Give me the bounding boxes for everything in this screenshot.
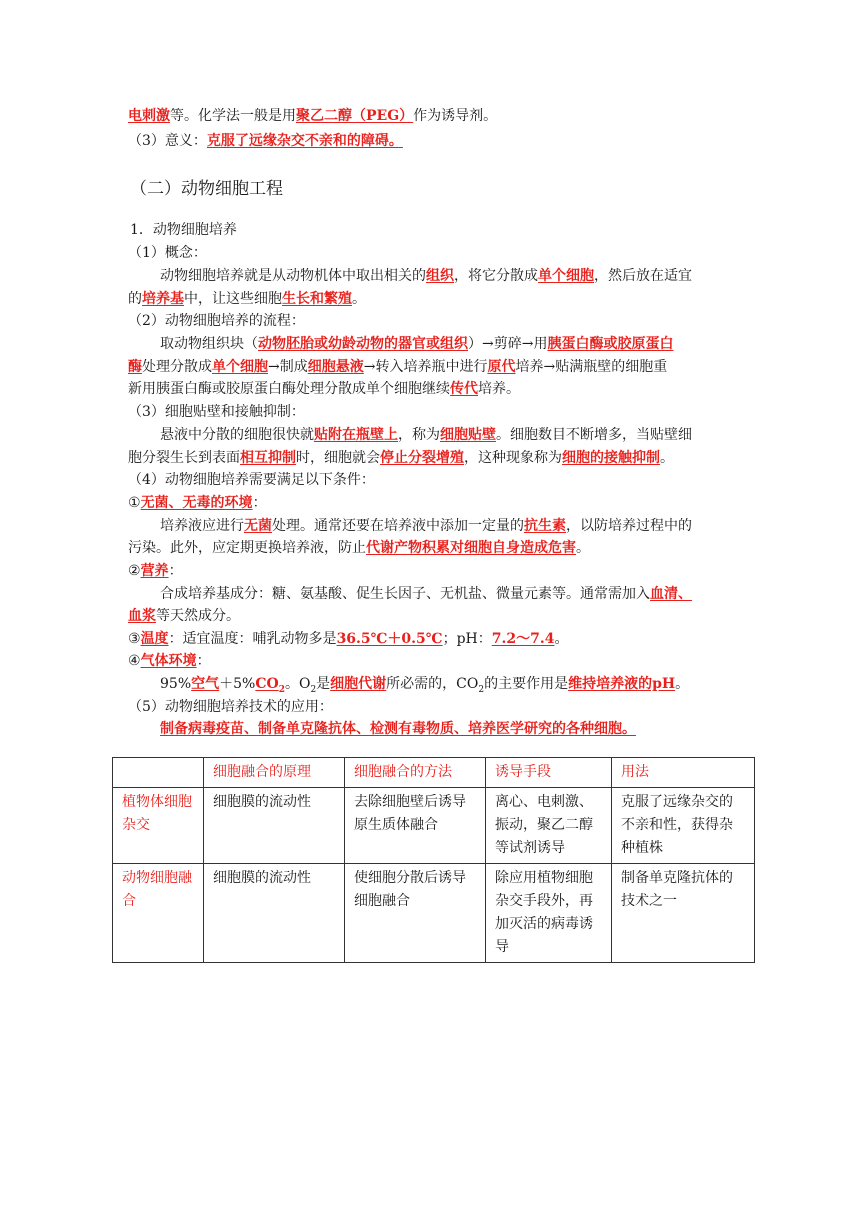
item-label: （2）动物细胞培养的流程： bbox=[128, 313, 305, 329]
table-header-cell bbox=[113, 758, 204, 788]
text-line: 血浆等天然成分。 bbox=[128, 608, 240, 624]
table-cell: 去除细胞壁后诱导原生质体融合 bbox=[345, 788, 486, 864]
text-line: 95%空气$+5\%CO_2$。$O_2$是细胞代谢所必需的，$CO_2$的主要作用是维持培养液的pH。 bbox=[160, 676, 690, 695]
subsection-title: 1．动物细胞培养 bbox=[130, 222, 237, 238]
text-line: 新用胰蛋白酶或胶原蛋白酶处理分散成单个细胞继续传代培养。 bbox=[128, 381, 520, 397]
table-cell: 动物细胞融合 bbox=[113, 864, 204, 963]
text-line: 酶处理分散成单个细胞→制成细胞悬液→转入培养瓶中进行原代培养→贴满瓶壁的细胞重 bbox=[128, 359, 668, 375]
text-line: 制备病毒疫苗、制备单克隆抗体、检测有毒物质、培养医学研究的各种细胞。 bbox=[160, 721, 636, 737]
item-label: （1）概念： bbox=[128, 245, 207, 261]
table-row bbox=[113, 864, 755, 963]
table-row bbox=[113, 788, 755, 864]
text-line: ④气体环境： bbox=[128, 653, 211, 669]
item-label: （4）动物细胞培养需要满足以下条件： bbox=[128, 472, 375, 488]
text-line: 动物细胞培养就是从动物机体中取出相关的组织，将它分散成单个细胞，然后放在适宜 bbox=[160, 268, 692, 284]
text-line: 污染。此外，应定期更换培养液，防止代谢产物积累对细胞自身造成危害。 bbox=[128, 540, 590, 556]
table-header-row bbox=[113, 758, 755, 788]
text-line: 合成培养基成分：糖、氨基酸、促生长因子、无机盐、微量元素等。通常需加入血清、 bbox=[160, 586, 692, 602]
table-cell: 植物体细胞杂交 bbox=[113, 788, 204, 864]
text-line: 的培养基中，让这些细胞生长和繁殖。 bbox=[128, 291, 366, 307]
item-label: （3）细胞贴壁和接触抑制： bbox=[128, 404, 305, 420]
table-cell: 细胞膜的流动性 bbox=[204, 788, 345, 864]
text-line: 电刺激等。化学法一般是用聚乙二醇（PEG）作为诱导剂。 bbox=[128, 108, 498, 124]
table-header-cell: 诱导手段 bbox=[486, 758, 612, 788]
table-header-cell: 细胞融合的方法 bbox=[345, 758, 486, 788]
table-cell: 制备单克隆抗体的技术之一 bbox=[612, 864, 755, 963]
text-line: 胞分裂生长到表面相互抑制时，细胞就会停止分裂增殖，这种现象称为细胞的接触抑制。 bbox=[128, 450, 674, 466]
table-cell: 使细胞分散后诱导细胞融合 bbox=[345, 864, 486, 963]
table-header-cell: 用法 bbox=[612, 758, 755, 788]
text-line: 悬液中分散的细胞很快就贴附在瓶壁上，称为细胞贴壁。细胞数目不断增多，当贴壁细 bbox=[160, 427, 692, 443]
table-cell: 克服了远缘杂交的不亲和性，获得杂种植株 bbox=[612, 788, 755, 864]
table-cell: 离心、电刺激、振动，聚乙二醇等试剂诱导 bbox=[486, 788, 612, 864]
table-cell: 细胞膜的流动性 bbox=[204, 864, 345, 963]
text-line: 取动物组织块（动物胚胎或幼龄动物的器官或组织）→剪碎→用胰蛋白酶或胶原蛋白 bbox=[160, 336, 674, 352]
text-line: ②营养： bbox=[128, 563, 183, 579]
text-line: ①无菌、无毒的环境： bbox=[128, 495, 267, 511]
table-header-cell: 细胞融合的原理 bbox=[204, 758, 345, 788]
text-line: ③温度：适宜温度：哺乳动物多是36.5℃＋0.5℃；pH：7.2～7.4。 bbox=[128, 631, 569, 647]
text-line: （3）意义：克服了远缘杂交不亲和的障碍。 bbox=[128, 133, 403, 149]
section-heading: （二）动物细胞工程 bbox=[130, 179, 283, 199]
item-label: （5）动物细胞培养技术的应用： bbox=[128, 699, 333, 715]
table-cell: 除应用植物细胞杂交手段外，再加灭活的病毒诱导 bbox=[486, 864, 612, 963]
comparison-table bbox=[112, 757, 755, 963]
text-line: 培养液应进行无菌处理。通常还要在培养液中添加一定量的抗生素，以防培养过程中的 bbox=[160, 518, 692, 534]
